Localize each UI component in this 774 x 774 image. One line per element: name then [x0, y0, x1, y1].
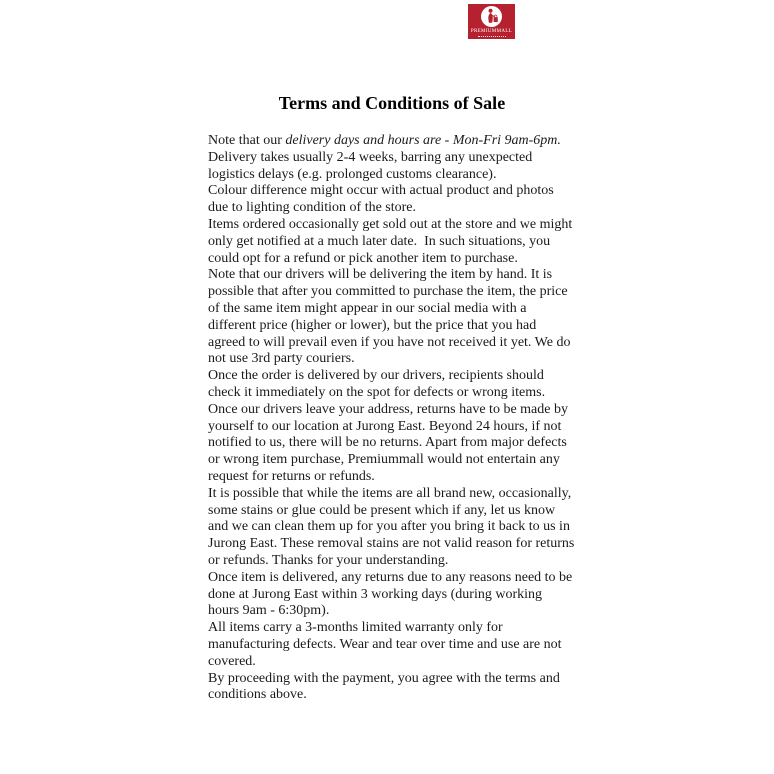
logo-circle — [481, 6, 502, 27]
brand-logo — [468, 4, 515, 39]
text-run: Items ordered occasionally get sold out at the store and we might only get notified at a much later date. In such situations, you could opt for a refund or pick another item to purchase. — [208, 216, 576, 266]
paragraph — [208, 183, 576, 217]
logo-brand-text: PREMIUMMALL — [470, 29, 513, 34]
italic-run: delivery days and hours are - Mon-Fri 9am-6pm. — [285, 133, 561, 148]
paragraph — [208, 570, 576, 620]
paragraph — [208, 671, 576, 705]
text-run: Delivery takes usually 2-4 weeks, barring any unexpected logistics delays (e.g. prolonged customs clearance). — [208, 149, 536, 182]
text-run: Colour difference might occur with actual product and photos due to lighting condition of the store. — [208, 183, 558, 216]
text-run: All items carry a 3-months limited warranty only for manufacturing defects. Wear and tear over time and use are not covered. — [208, 620, 566, 669]
terms-text — [208, 133, 576, 704]
text-run: Once item is delivered, any returns due to any reasons need to be done at Jurong East within 3 working days (during working hours 9am - 6:30pm). — [208, 569, 576, 619]
text-run: Note that our — [208, 133, 286, 148]
paragraph — [208, 486, 576, 570]
text-run: Once the order is delivered by our drivers, recipients should check it immediately on the spot for defects or wrong items. — [208, 368, 548, 400]
paragraph — [208, 368, 576, 402]
logo-tagline-line — [478, 36, 506, 37]
paragraph — [208, 402, 576, 486]
text-run: Once our drivers leave your address, returns have to be made by yourself to our location at Jurong East. Beyond 24 hours, if not notified to us, there will be no returns. Apart from major defects or wrong item purchase, Premiummall would not entertain any request for returns or refunds. — [208, 401, 572, 484]
paragraph — [208, 267, 576, 368]
paragraph — [208, 133, 576, 150]
paragraph — [208, 217, 576, 267]
text-run: It is possible that while the items are all brand new, occasionally, some stains or glue could be present which if any, let us know and we can clean them up for you after you bring it back to us in Jurong East. These removal stains are not valid reason for returns or refunds. Thanks for your understanding. — [208, 485, 578, 568]
woman-with-shopping-bag-icon — [482, 7, 501, 26]
text-run: By proceeding with the payment, you agree with the terms and conditions above. — [208, 670, 564, 703]
paragraph — [208, 620, 576, 670]
page-title: Terms and Conditions of Sale — [278, 93, 506, 113]
paragraph — [208, 150, 576, 184]
text-run: Note that our drivers will be delivering the item by hand. It is possible that after you committed to purchase the item, the price of the same item might appear in our social media with a different price (higher or lower), but the price that you had agreed to will prevail even if you have not received it yet. We do not use 3rd party couriers. — [208, 267, 574, 367]
